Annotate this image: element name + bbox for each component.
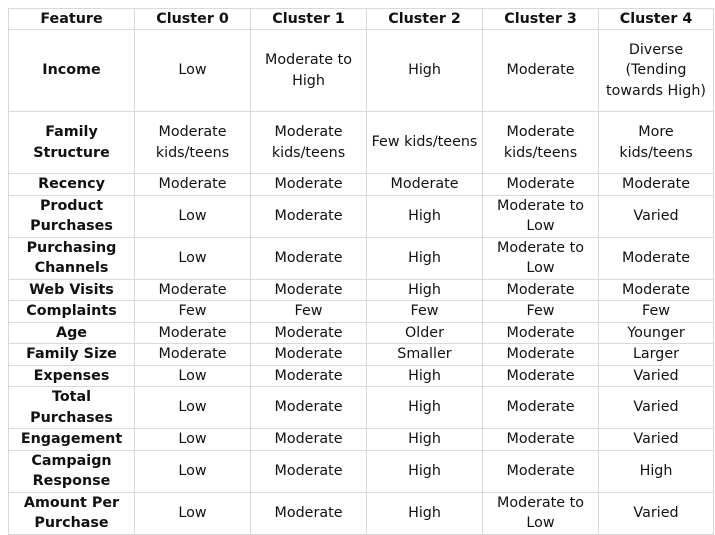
table-cell: High [367,279,483,301]
table-cell: Moderate kids/teens [483,112,599,174]
row-feature-label: Engagement [9,429,135,451]
header-cluster-2: Cluster 2 [367,9,483,30]
table-cell: Moderate [251,387,367,429]
table-cell: Moderate [599,279,714,301]
table-cell: Low [135,30,251,112]
table-cell: Few [483,301,599,323]
table-cell: Moderate [135,344,251,366]
header-cluster-4: Cluster 4 [599,9,714,30]
table-cell: Low [135,237,251,279]
table-row [9,492,714,534]
table-cell: Few kids/teens [367,112,483,174]
table-cell: High [367,195,483,237]
table-cell: Varied [599,195,714,237]
table-cell: Varied [599,365,714,387]
table-row [9,279,714,301]
table-cell: Moderate to Low [483,492,599,534]
table-cell: High [599,450,714,492]
table-row [9,322,714,344]
table-cell: Moderate [483,279,599,301]
table-row [9,237,714,279]
table-cell: Moderate [483,322,599,344]
row-feature-label: Complaints [9,301,135,323]
cluster-comparison-table-container [8,8,713,535]
table-row [9,30,714,112]
row-feature-label: Family Structure [9,112,135,174]
table-row [9,195,714,237]
table-row [9,429,714,451]
row-feature-label: Family Size [9,344,135,366]
table-cell: Moderate [251,365,367,387]
table-cell: Moderate [251,492,367,534]
table-cell: Varied [599,387,714,429]
table-cell: Moderate [599,237,714,279]
table-cell: High [367,492,483,534]
table-cell: High [367,237,483,279]
table-cell: High [367,450,483,492]
table-cell: Moderate [483,365,599,387]
table-cell: High [367,365,483,387]
table-cell: Younger [599,322,714,344]
table-row [9,344,714,366]
table-cell: Low [135,195,251,237]
table-cell: Moderate [135,279,251,301]
table-cell: More kids/teens [599,112,714,174]
table-cell: Moderate [483,450,599,492]
row-feature-label: Total Purchases [9,387,135,429]
table-cell: Moderate [251,237,367,279]
table-cell: Moderate kids/teens [251,112,367,174]
table-row [9,174,714,196]
table-cell: Low [135,365,251,387]
table-cell: Moderate [135,174,251,196]
table-cell: Moderate [483,429,599,451]
table-cell: Smaller [367,344,483,366]
row-feature-label: Amount Per Purchase [9,492,135,534]
row-feature-label: Campaign Response [9,450,135,492]
table-cell: High [367,30,483,112]
header-cluster-1: Cluster 1 [251,9,367,30]
table-cell: Few [599,301,714,323]
table-cell: Low [135,429,251,451]
table-cell: Diverse (Tending towards High) [599,30,714,112]
table-cell: Moderate [251,429,367,451]
table-cell: Moderate [483,387,599,429]
table-row [9,365,714,387]
table-cell: Moderate [483,30,599,112]
table-cell: Varied [599,492,714,534]
table-row [9,387,714,429]
table-cell: Low [135,387,251,429]
table-cell: Moderate to Low [483,237,599,279]
table-cell: Few [251,301,367,323]
table-header-row [9,9,714,30]
table-row [9,301,714,323]
row-feature-label: Recency [9,174,135,196]
header-cluster-0: Cluster 0 [135,9,251,30]
header-feature: Feature [9,9,135,30]
cluster-comparison-table [8,8,714,535]
row-feature-label: Expenses [9,365,135,387]
table-cell: Low [135,492,251,534]
row-feature-label: Income [9,30,135,112]
table-cell: Moderate [251,322,367,344]
table-cell: Low [135,450,251,492]
row-feature-label: Web Visits [9,279,135,301]
table-cell: Moderate [251,450,367,492]
table-cell: High [367,387,483,429]
table-cell: Varied [599,429,714,451]
table-cell: Moderate [251,344,367,366]
table-cell: Moderate to High [251,30,367,112]
table-cell: Few [135,301,251,323]
table-cell: Moderate [599,174,714,196]
table-cell: Moderate to Low [483,195,599,237]
table-cell: Older [367,322,483,344]
table-cell: Moderate [135,322,251,344]
table-cell: Moderate [251,174,367,196]
table-cell: Moderate kids/teens [135,112,251,174]
header-cluster-3: Cluster 3 [483,9,599,30]
table-cell: High [367,429,483,451]
table-cell: Moderate [251,279,367,301]
table-row [9,112,714,174]
row-feature-label: Purchasing Channels [9,237,135,279]
table-cell: Moderate [251,195,367,237]
table-cell: Larger [599,344,714,366]
table-row [9,450,714,492]
table-cell: Moderate [483,344,599,366]
table-cell: Few [367,301,483,323]
row-feature-label: Age [9,322,135,344]
row-feature-label: Product Purchases [9,195,135,237]
table-cell: Moderate [483,174,599,196]
table-cell: Moderate [367,174,483,196]
